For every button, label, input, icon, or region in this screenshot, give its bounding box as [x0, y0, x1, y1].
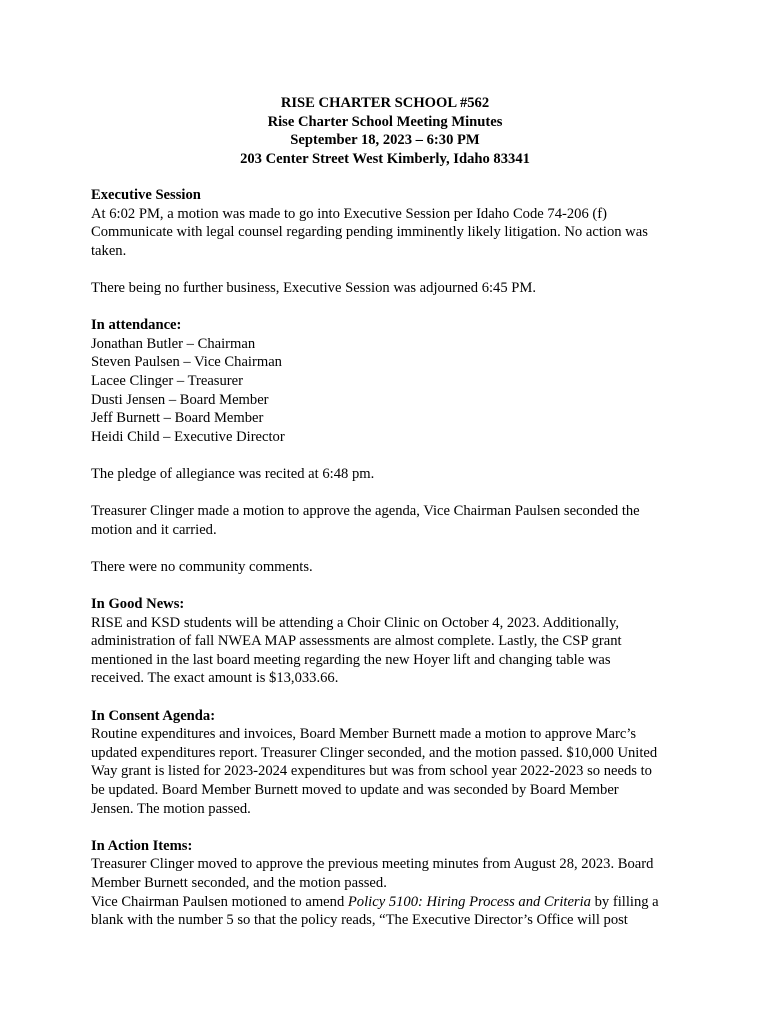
text-line: Routine expenditures and invoices, Board Member Burnett made a motion to approve Marc’s	[91, 726, 637, 743]
text-line: updated expenditures report. Treasurer Clinger seconded, and the motion passed. $10,000 United	[91, 744, 658, 761]
text-line: Communicate with legal counsel regarding pending imminently likely litigation. No action was	[91, 224, 648, 241]
text-line: be updated. Board Member Burnett moved to update and was seconded by Board Member	[91, 782, 619, 798]
agenda-motion	[91, 502, 691, 539]
meeting-date: September 18, 2023 – 6:30 PM	[290, 132, 480, 149]
section-heading: In attendance:	[91, 317, 182, 334]
text-line: received. The exact amount is $13,033.66.	[91, 670, 339, 687]
section-heading: In Consent Agenda:	[91, 707, 216, 724]
attendee: Jeff Burnett – Board Member	[91, 410, 264, 427]
attendee: Heidi Child – Executive Director	[91, 428, 285, 445]
text-span: Vice Chairman Paulsen motioned to amend	[91, 893, 348, 910]
attendee: Steven Paulsen – Vice Chairman	[91, 354, 282, 371]
school-name: RISE CHARTER SCHOOL #562	[280, 95, 490, 111]
attendance-section	[91, 316, 691, 446]
consent-agenda-section	[91, 707, 691, 819]
text-line: mentioned in the last board meeting regarding the new Hoyer lift and changing table was	[91, 651, 611, 668]
text-line: At 6:02 PM, a motion was made to go into Executive Session per Idaho Code 74-206 (f)	[91, 205, 607, 222]
document-title: Rise Charter School Meeting Minutes	[267, 113, 503, 130]
attendee: Jonathan Butler – Chairman	[91, 335, 256, 352]
attendee: Dusti Jensen – Board Member	[91, 391, 269, 408]
meeting-address: 203 Center Street West Kimberly, Idaho 83341	[240, 150, 530, 167]
text-line: RISE and KSD students will be attending a Choir Clinic on October 4, 2023. Additionally,	[91, 614, 620, 631]
policy-line	[91, 893, 691, 912]
adjourned-text: There being no further business, Executive Session was adjourned 6:45 PM.	[91, 279, 537, 296]
text-line: blank with the number 5 so that the policy reads, “The Executive Director’s Office will post	[91, 912, 628, 929]
good-news-section	[91, 595, 691, 688]
action-items-section	[91, 837, 691, 930]
document-header	[0, 94, 770, 168]
pledge-text: The pledge of allegiance was recited at 6:48 pm.	[91, 465, 375, 482]
section-heading: In Good News:	[91, 596, 185, 613]
attendee: Lacee Clinger – Treasurer	[91, 372, 243, 389]
text-line: Member Burnett seconded, and the motion passed.	[91, 874, 387, 891]
section-heading: Executive Session	[91, 187, 201, 203]
text-line: Treasurer Clinger moved to approve the previous meeting minutes from August 28, 2023. Board	[91, 856, 654, 873]
executive-session-section	[91, 186, 691, 260]
text-line: administration of fall NWEA MAP assessments are almost complete. Lastly, the CSP grant	[91, 633, 622, 650]
text-span: by filling a	[590, 893, 659, 910]
text-line: taken.	[91, 242, 127, 259]
policy-name: Policy 5100: Hiring Process and Criteria	[347, 893, 591, 910]
text-line: Treasurer Clinger made a motion to approve the agenda, Vice Chairman Paulsen seconded the	[91, 503, 640, 520]
text-line: motion and it carried.	[91, 521, 217, 538]
section-heading: In Action Items:	[91, 837, 193, 854]
document-body	[91, 186, 691, 948]
text-line: Way grant is listed for 2023-2024 expenditures but was from school year 2022-2023 so needs to	[91, 763, 652, 780]
text-line: Jensen. The motion passed.	[91, 800, 251, 817]
community-comments: There were no community comments.	[91, 558, 313, 575]
